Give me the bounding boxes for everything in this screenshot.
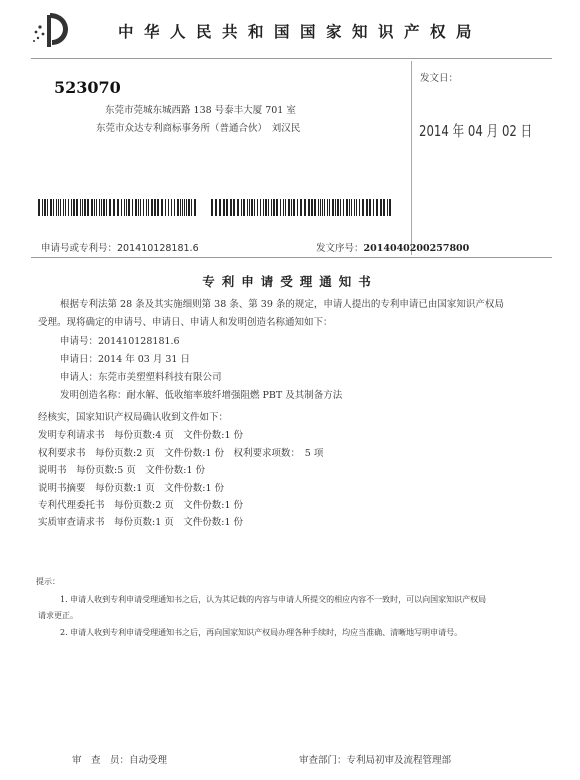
notice-title: 专利申请受理通知书 [202,274,378,289]
department [299,752,451,766]
notes-label: 提示： [36,577,60,586]
note-1-line-1: 1. 申请人收到专利申请受理通知书之后，认为其记载的内容与申请人所提交的相应内容不一致时，可以向国家知识产权局 [60,595,487,604]
documents-intro: 经核实，国家知识产权局确认收到文件如下： [38,412,229,423]
application-number-value: 201410128181.6 [117,243,199,254]
reviewer [72,752,167,766]
note-2: 2. 申请人收到专利申请受理通知书之后，再向国家知识产权局办理各种手续时，均应当准确、清晰地写明申请号。 [60,628,463,637]
field-applicant: 申请人：东莞市美塑塑料科技有限公司 [60,372,222,383]
reviewer-label: 审 查 员： [72,755,130,766]
department-value: 专利局初审及流程管理部 [346,755,452,766]
send-date-label: 发文日： [420,73,459,84]
vertical-divider [411,61,412,255]
barcode-icon [38,199,198,216]
note-1-line-2: 请求更正。 [38,611,78,620]
barcode-left [38,199,198,216]
document-item: 实质审查请求书 每份页数:1 页 文件份数:1 份 [38,517,244,528]
barcode-icon [211,199,392,216]
intro-line-1: 根据专利法第 28 条及其实施细则第 38 条、第 39 条的规定，申请人提出的专利申请已由国家知识产权局 [60,299,504,310]
intro-line-2: 受理。现将确定的申请号、申请日、申请人和发明创造名称通知如下： [38,317,333,328]
field-application-number: 申请号：201410128181.6 [60,336,180,347]
org-title: 中华人民共和国国家知识产权局 [118,23,483,41]
document-item: 说明书摘要 每份页数:1 页 文件份数:1 份 [38,483,225,494]
sipo-emblem-icon [30,8,72,50]
postcode: 523070 [54,78,121,97]
document-item: 专利代理委托书 每份页数:2 页 文件份数:1 份 [38,500,244,511]
serial-number-value: 2014040200257800 [363,243,470,254]
send-date-stamp: 2014 年 04 月 02 日 [419,122,533,140]
department-label: 审查部门： [299,755,347,766]
field-invention-title: 发明创造名称：耐水解、低收缩率玻纤增强阻燃 PBT 及其制备方法 [60,390,343,401]
serial-number-line [316,240,469,254]
document-item: 权利要求书 每份页数:2 页 文件份数:1 份 权利要求项数： 5 项 [38,448,324,459]
document-item: 说明书 每份页数:5 页 文件份数:1 份 [38,465,206,476]
serial-number-label: 发文序号： [316,243,364,254]
application-number-label: 申请号或专利号： [41,243,118,254]
document-item: 发明专利请求书 每份页数:4 页 文件份数:1 份 [38,430,244,441]
field-filing-date: 申请日：2014 年 03 月 31 日 [60,354,190,365]
header-rule [31,58,552,59]
application-number-line [41,240,199,254]
recipient-address: 东莞市莞城东城西路 138 号泰丰大厦 701 室 [105,105,296,116]
reviewer-value: 自动受理 [129,755,168,766]
recipient-agency: 东莞市众达专利商标事务所（普通合伙） 刘汉民 [96,123,301,134]
sipo-logo [30,8,72,50]
reference-rule [31,257,552,258]
barcode-right [211,199,392,216]
